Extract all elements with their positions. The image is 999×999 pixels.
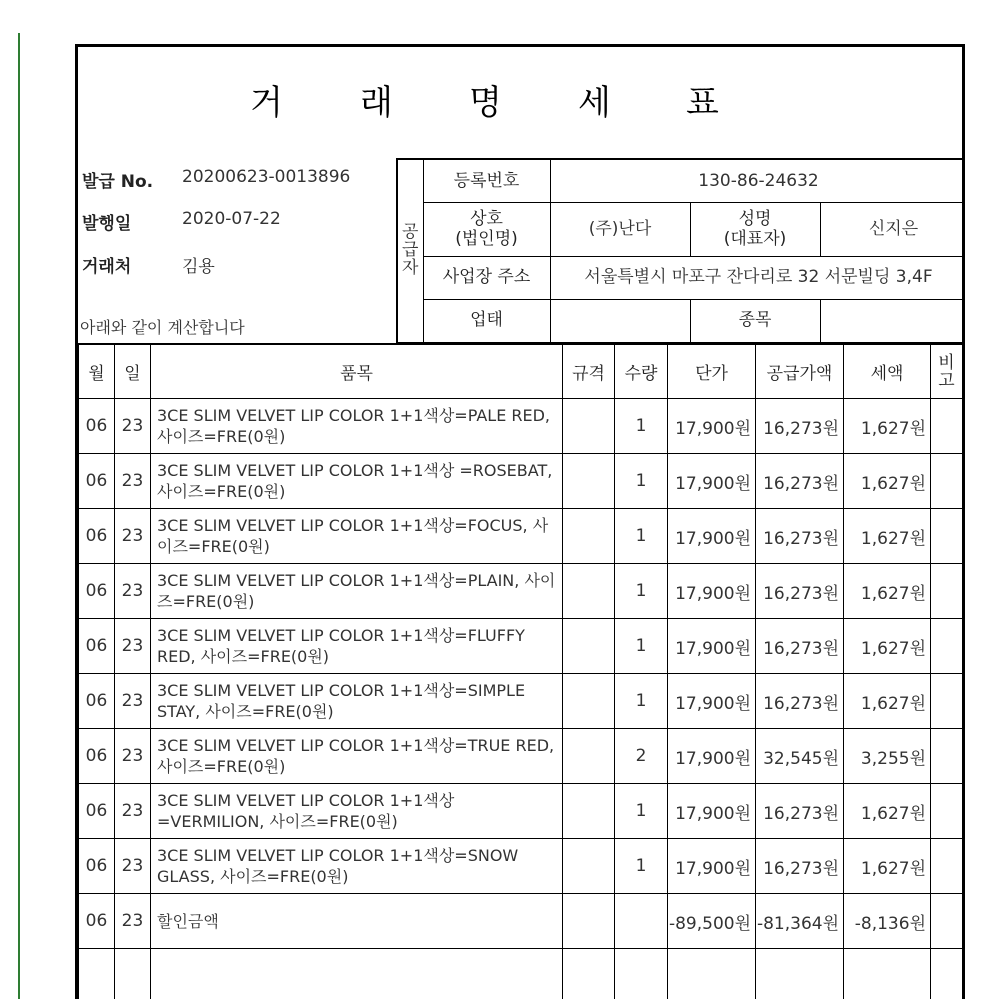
header-day: 일	[115, 344, 151, 399]
row-unit-price: 17,900원	[668, 839, 756, 894]
row-tax: 1,627원	[844, 619, 931, 674]
title-char: 표	[686, 83, 719, 123]
row-item-name	[151, 949, 563, 999]
table-row	[79, 564, 963, 619]
representative-value: 신지은	[820, 202, 965, 256]
row-day: 23	[115, 619, 151, 674]
row-month: 06	[79, 894, 115, 949]
table-row	[79, 839, 963, 894]
header-spec: 규격	[563, 344, 615, 399]
row-unit-price: 17,900원	[668, 674, 756, 729]
row-item-name: 3CE SLIM VELVET LIP COLOR 1+1색상=SIMPLE STAY, 사이즈=FRE(0원)	[151, 674, 563, 729]
row-day: 23	[115, 839, 151, 894]
row-tax: 1,627원	[844, 454, 931, 509]
header-qty: 수량	[615, 344, 668, 399]
row-unit-price: 17,900원	[668, 564, 756, 619]
document-title	[78, 75, 962, 123]
row-month: 06	[79, 729, 115, 784]
client-label: 거래처	[82, 257, 132, 277]
calc-note: 아래와 같이 계산합니다	[80, 318, 245, 337]
supplier-side-label	[397, 159, 423, 342]
row-unit-price: 17,900원	[668, 454, 756, 509]
row-qty	[615, 894, 668, 949]
row-qty: 1	[615, 564, 668, 619]
row-unit-price: 17,900원	[668, 784, 756, 839]
row-spec	[563, 949, 615, 999]
table-row	[79, 729, 963, 784]
header-supply-amount: 공급가액	[756, 344, 844, 399]
row-remark	[931, 509, 963, 564]
issue-no-value: 20200623-0013896	[182, 167, 351, 187]
row-item-name: 3CE SLIM VELVET LIP COLOR 1+1색상 =ROSEBAT, 사이즈=FRE(0원)	[151, 454, 563, 509]
header-remark: 비 고	[931, 344, 963, 399]
row-unit-price: -89,500원	[668, 894, 756, 949]
row-remark	[931, 949, 963, 999]
client-row	[82, 252, 215, 277]
row-spec	[563, 454, 615, 509]
table-row	[79, 894, 963, 949]
table-row	[79, 619, 963, 674]
row-tax: 1,627원	[844, 674, 931, 729]
row-remark	[931, 619, 963, 674]
row-day: 23	[115, 399, 151, 454]
row-tax: -8,136원	[844, 894, 931, 949]
item-rows	[79, 399, 963, 999]
row-supply-amount: 16,273원	[756, 454, 844, 509]
row-remark	[931, 784, 963, 839]
row-supply-amount: 16,273원	[756, 509, 844, 564]
row-item-name: 3CE SLIM VELVET LIP COLOR 1+1색상=FLUFFY RED, 사이즈=FRE(0원)	[151, 619, 563, 674]
row-remark	[931, 839, 963, 894]
row-unit-price: 17,900원	[668, 619, 756, 674]
row-spec	[563, 894, 615, 949]
row-remark	[931, 399, 963, 454]
row-month: 06	[79, 674, 115, 729]
row-item-name: 할인금액	[151, 894, 563, 949]
row-spec	[563, 619, 615, 674]
row-supply-amount: -81,364원	[756, 894, 844, 949]
row-qty: 1	[615, 509, 668, 564]
row-unit-price: 17,900원	[668, 729, 756, 784]
row-tax: 1,627원	[844, 839, 931, 894]
address-value: 서울특별시 마포구 잔다리로 32 서문빌딩 3,4F	[550, 256, 965, 299]
row-tax: 1,627원	[844, 399, 931, 454]
representative-label: 성명 (대표자)	[690, 202, 820, 256]
issue-no-row	[82, 167, 351, 192]
row-day: 23	[115, 564, 151, 619]
company-label: 상호 (법인명)	[423, 202, 550, 256]
row-day	[115, 949, 151, 999]
header-month: 월	[79, 344, 115, 399]
row-supply-amount: 16,273원	[756, 399, 844, 454]
row-spec	[563, 729, 615, 784]
row-qty: 1	[615, 454, 668, 509]
row-supply-amount: 16,273원	[756, 564, 844, 619]
row-month: 06	[79, 784, 115, 839]
business-type-value	[550, 299, 690, 342]
row-supply-amount: 32,545원	[756, 729, 844, 784]
row-month: 06	[79, 564, 115, 619]
business-item-label: 종목	[690, 299, 820, 342]
row-spec	[563, 564, 615, 619]
title-char: 래	[360, 83, 393, 123]
statement-frame	[75, 44, 965, 999]
row-day: 23	[115, 674, 151, 729]
table-row	[79, 784, 963, 839]
row-unit-price	[668, 949, 756, 999]
row-spec	[563, 674, 615, 729]
row-tax	[844, 949, 931, 999]
table-row	[79, 454, 963, 509]
row-qty: 1	[615, 839, 668, 894]
row-month: 06	[79, 399, 115, 454]
client-value: 김용	[182, 257, 215, 277]
title-char: 세	[578, 83, 611, 123]
row-remark	[931, 454, 963, 509]
row-qty	[615, 949, 668, 999]
reg-no-value: 130-86-24632	[550, 159, 965, 202]
company-value: (주)난다	[550, 202, 690, 256]
row-spec	[563, 784, 615, 839]
business-item-value	[820, 299, 965, 342]
header-unit-price: 단가	[668, 344, 756, 399]
issue-date-row	[82, 209, 281, 234]
row-qty: 2	[615, 729, 668, 784]
row-item-name: 3CE SLIM VELVET LIP COLOR 1+1색상=TRUE RED, 사이즈=FRE(0원)	[151, 729, 563, 784]
row-qty: 1	[615, 619, 668, 674]
issue-no-label: 발급 No.	[82, 172, 154, 192]
row-day: 23	[115, 894, 151, 949]
row-supply-amount: 16,273원	[756, 784, 844, 839]
row-item-name: 3CE SLIM VELVET LIP COLOR 1+1색상=PLAIN, 사이즈=FRE(0원)	[151, 564, 563, 619]
row-day: 23	[115, 729, 151, 784]
row-month	[79, 949, 115, 999]
supplier-table	[396, 158, 965, 343]
header-item: 품목	[151, 344, 563, 399]
row-unit-price: 17,900원	[668, 509, 756, 564]
row-remark	[931, 674, 963, 729]
row-qty: 1	[615, 674, 668, 729]
row-supply-amount: 16,273원	[756, 619, 844, 674]
row-remark	[931, 894, 963, 949]
row-supply-amount: 16,273원	[756, 674, 844, 729]
title-char: 명	[469, 83, 502, 123]
row-month: 06	[79, 509, 115, 564]
reg-no-label: 등록번호	[423, 159, 550, 202]
row-spec	[563, 399, 615, 454]
row-day: 23	[115, 509, 151, 564]
row-qty: 1	[615, 399, 668, 454]
row-qty: 1	[615, 784, 668, 839]
row-unit-price: 17,900원	[668, 399, 756, 454]
business-type-label: 업태	[423, 299, 550, 342]
row-remark	[931, 564, 963, 619]
row-month: 06	[79, 619, 115, 674]
row-day: 23	[115, 454, 151, 509]
row-supply-amount	[756, 949, 844, 999]
table-row	[79, 399, 963, 454]
row-month: 06	[79, 839, 115, 894]
address-label: 사업장 주소	[423, 256, 550, 299]
issue-date-value: 2020-07-22	[182, 209, 281, 229]
row-remark	[931, 729, 963, 784]
issue-date-label: 발행일	[82, 214, 132, 234]
supplier-side-text: 공 급 자	[402, 221, 419, 278]
row-day: 23	[115, 784, 151, 839]
table-row	[79, 949, 963, 999]
row-item-name: 3CE SLIM VELVET LIP COLOR 1+1색상 =VERMILION, 사이즈=FRE(0원)	[151, 784, 563, 839]
row-supply-amount: 16,273원	[756, 839, 844, 894]
row-tax: 1,627원	[844, 784, 931, 839]
row-spec	[563, 839, 615, 894]
header-tax: 세액	[844, 344, 931, 399]
row-item-name: 3CE SLIM VELVET LIP COLOR 1+1색상=PALE RED, 사이즈=FRE(0원)	[151, 399, 563, 454]
row-tax: 1,627원	[844, 509, 931, 564]
left-margin-rule	[18, 33, 20, 999]
title-char: 거	[250, 83, 283, 123]
row-tax: 3,255원	[844, 729, 931, 784]
table-row	[79, 509, 963, 564]
row-spec	[563, 509, 615, 564]
row-item-name: 3CE SLIM VELVET LIP COLOR 1+1색상=FOCUS, 사이즈=FRE(0원)	[151, 509, 563, 564]
row-item-name: 3CE SLIM VELVET LIP COLOR 1+1색상=SNOW GLASS, 사이즈=FRE(0원)	[151, 839, 563, 894]
items-table	[78, 343, 963, 999]
table-row	[79, 674, 963, 729]
row-month: 06	[79, 454, 115, 509]
row-tax: 1,627원	[844, 564, 931, 619]
